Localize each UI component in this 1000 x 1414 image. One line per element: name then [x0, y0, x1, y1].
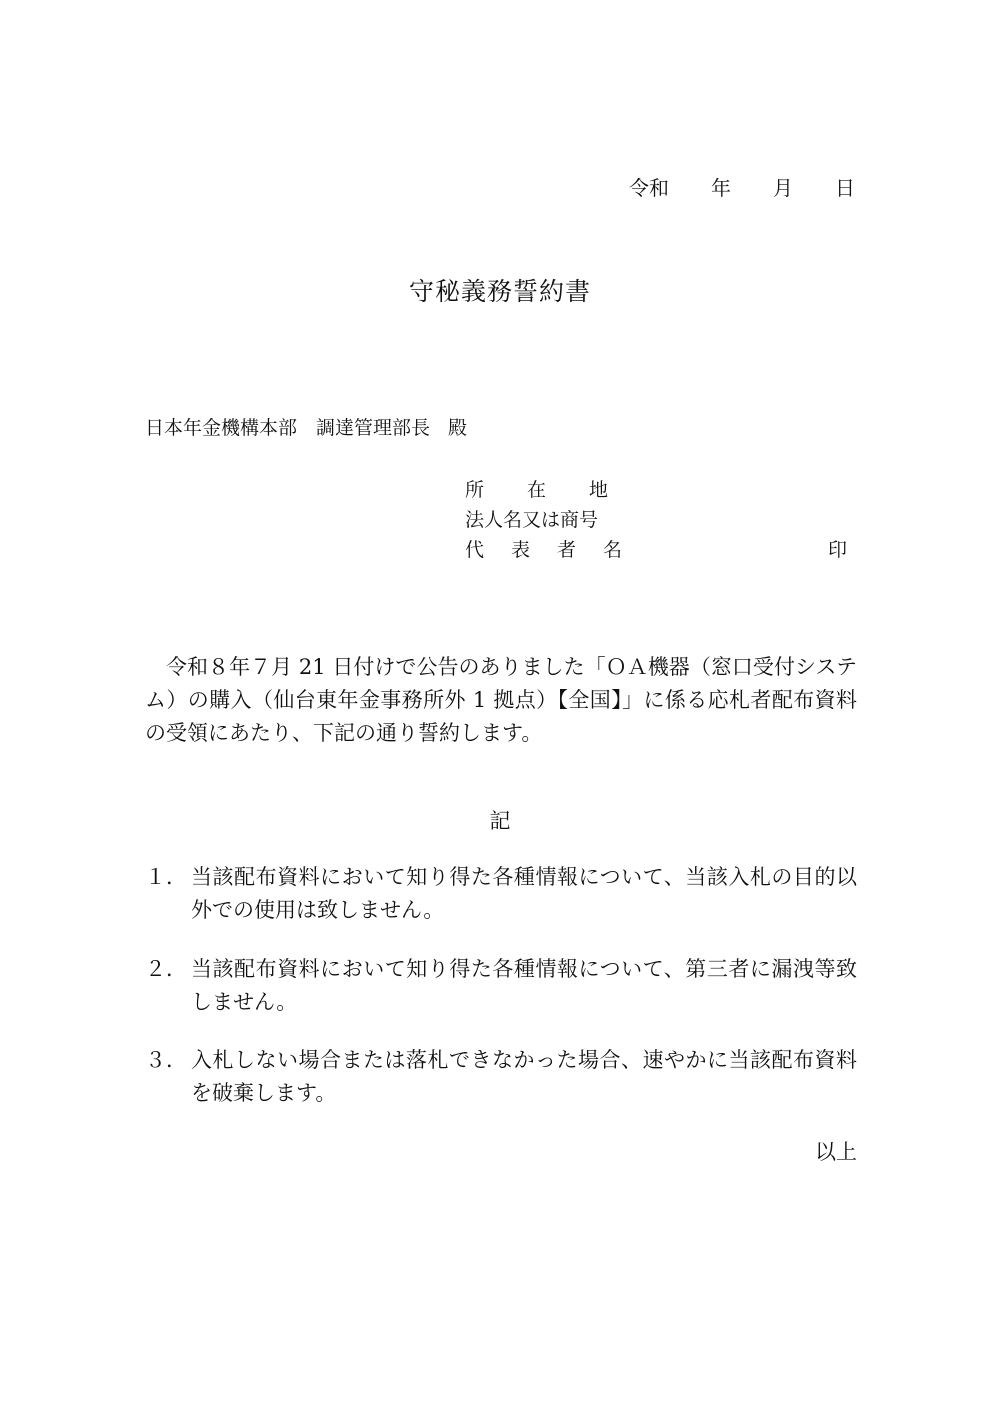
item-number: １．	[145, 865, 187, 889]
representative-label-char: 者	[557, 539, 577, 561]
date-month: 月	[773, 176, 793, 200]
list-item	[145, 1044, 857, 1110]
date-year: 年	[711, 176, 731, 200]
closing-mark: 以上	[815, 1140, 857, 1164]
representative-label-char: 表	[511, 539, 531, 561]
representative-label-char: 代	[465, 539, 485, 561]
address-label-char: 地	[589, 479, 609, 501]
recipient-name: 日本年金機構本部 調達管理部長	[145, 417, 431, 439]
date-day: 日	[835, 176, 855, 200]
item-text: 当該配布資料において知り得た各種情報について、当該入札の目的以外での使用は致しません。	[191, 865, 857, 922]
item-text: 当該配布資料において知り得た各種情報について、第三者に漏洩等致しません。	[191, 957, 857, 1014]
body-paragraph: 令和８年７月 21 日付けで公告のありました「ＯＡ機器（窓口受付システム）の購入（仙台東年金事務所外 1 拠点）【全国】」に係る応札者配布資料の受領にあたり、下記の通り誓約します。	[145, 655, 857, 745]
sender-representative-label	[465, 535, 649, 562]
item-number: ３．	[145, 1048, 187, 1072]
item-text: 入札しない場合または落札できなかった場合、速やかに当該配布資料を破棄します。	[191, 1048, 857, 1105]
sender-company-label: 法人名又は商号	[465, 509, 599, 531]
sender-address-label	[465, 475, 651, 502]
ki-heading: 記	[489, 809, 511, 833]
document-title: 守秘義務誓約書	[408, 277, 591, 306]
representative-label-char: 名	[603, 539, 623, 561]
seal-mark: 印	[828, 539, 848, 561]
date-line	[629, 172, 855, 201]
recipient	[145, 413, 467, 440]
list-item	[145, 861, 857, 927]
address-label-char: 在	[527, 479, 547, 501]
item-number: ２．	[145, 957, 187, 981]
recipient-honorific: 殿	[448, 417, 468, 439]
list-item	[145, 953, 857, 1019]
address-label-char: 所	[465, 479, 485, 501]
date-era: 令和	[629, 176, 669, 200]
